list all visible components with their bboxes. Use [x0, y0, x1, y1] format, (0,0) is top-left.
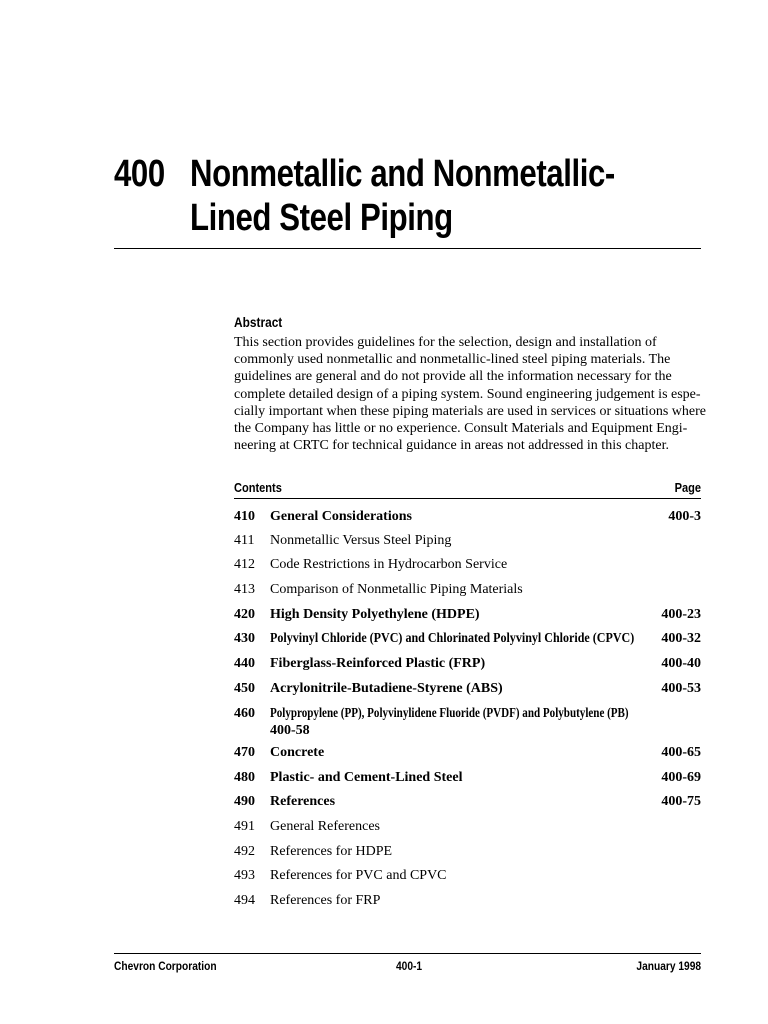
toc-number: 440	[234, 656, 255, 671]
footer-date: January 1998	[636, 959, 701, 973]
toc-entry-450[interactable]	[234, 680, 701, 697]
toc-number: 411	[234, 533, 255, 548]
toc-number: 412	[234, 557, 255, 572]
chapter-title-line-1: Nonmetallic and Nonmetallic-	[190, 153, 615, 195]
toc-title-text: Polypropylene (PP), Polyvinylidene Fluoride (PVDF) and Polybutylene (PB)	[270, 706, 629, 721]
abstract-line: commonly used nonmetallic and nonmetallic-lined steel piping materials. The	[234, 352, 671, 368]
page-label: Page	[674, 480, 701, 495]
toc-title: General References	[270, 819, 380, 834]
toc-page: 400-65	[661, 745, 701, 760]
toc-number: 493	[234, 868, 255, 883]
toc-number: 410	[234, 509, 255, 524]
toc-number: 430	[234, 631, 255, 646]
toc-title	[270, 705, 737, 739]
toc-title: General Considerations	[270, 509, 412, 524]
toc-number: 492	[234, 844, 255, 859]
toc-number: 494	[234, 893, 255, 908]
toc-entry-493[interactable]	[234, 867, 701, 884]
toc-entry-412[interactable]	[234, 556, 701, 573]
toc-entry-490[interactable]	[234, 793, 701, 810]
toc-page: 400-23	[661, 607, 701, 622]
abstract-line: complete detailed design of a piping system. Sound engineering judgement is espe-	[234, 386, 701, 402]
toc-title: High Density Polyethylene (HDPE)	[270, 607, 480, 622]
toc-page: 400-40	[661, 656, 701, 671]
contents-rule	[234, 498, 701, 499]
toc-entry-420[interactable]	[234, 606, 701, 623]
toc-entry-480[interactable]	[234, 769, 701, 786]
toc-number: 450	[234, 681, 255, 696]
toc-entry-430[interactable]	[234, 630, 701, 647]
abstract-heading: Abstract	[234, 314, 283, 330]
toc-title: Concrete	[270, 745, 325, 760]
abstract-line: cially important when these piping materials are used in services or situations where	[234, 403, 706, 419]
toc-title: Nonmetallic Versus Steel Piping	[270, 533, 452, 548]
abstract-line: neering at CRTC for technical guidance in areas not addressed in this chapter.	[234, 438, 669, 454]
footer-company: Chevron Corporation	[114, 959, 217, 973]
toc-number: 491	[234, 819, 255, 834]
toc-title: Polyvinyl Chloride (PVC) and Chlorinated Polyvinyl Chloride (CPVC)	[270, 631, 635, 646]
table-of-contents	[234, 508, 701, 909]
toc-title: Fiberglass-Reinforced Plastic (FRP)	[270, 656, 486, 671]
toc-entry-470[interactable]	[234, 744, 701, 761]
footer-rule	[114, 953, 701, 954]
toc-title: References	[270, 794, 336, 809]
toc-entry-413[interactable]	[234, 581, 701, 598]
toc-title: References for FRP	[270, 893, 381, 908]
toc-entry-411[interactable]	[234, 532, 701, 549]
abstract-body	[234, 334, 704, 454]
toc-page: 400-75	[661, 794, 701, 809]
toc-entry-460[interactable]	[234, 705, 701, 739]
chapter-title	[190, 152, 698, 240]
toc-page: 400-53	[661, 681, 701, 696]
toc-entry-440[interactable]	[234, 655, 701, 672]
toc-title: Code Restrictions in Hydrocarbon Service	[270, 557, 508, 572]
toc-number: 490	[234, 794, 255, 809]
abstract-line: guidelines are general and do not provide all the information necessary for the	[234, 369, 672, 385]
title-rule	[114, 248, 701, 249]
abstract-line: This section provides guidelines for the selection, design and installation of	[234, 335, 657, 350]
contents-header	[234, 480, 701, 498]
toc-entry-492[interactable]	[234, 843, 701, 860]
toc-entry-491[interactable]	[234, 818, 701, 835]
toc-title: Comparison of Nonmetallic Piping Materials	[270, 582, 523, 597]
page-footer	[114, 958, 701, 974]
chapter-number: 400	[114, 153, 165, 195]
toc-title: References for HDPE	[270, 844, 393, 859]
toc-entry-410[interactable]	[234, 508, 701, 525]
toc-entry-494[interactable]	[234, 892, 701, 909]
toc-number: 470	[234, 745, 255, 760]
toc-page: 400-3	[668, 509, 701, 524]
toc-title: References for PVC and CPVC	[270, 868, 447, 883]
abstract-line: the Company has little or no experience. Consult Materials and Equipment Engi-	[234, 421, 688, 437]
toc-page: 400-32	[661, 631, 701, 646]
toc-title: Plastic- and Cement-Lined Steel	[270, 770, 463, 785]
toc-page: 400-69	[661, 770, 701, 785]
chapter-title-line-2: Lined Steel Piping	[190, 197, 453, 239]
toc-number: 460	[234, 706, 255, 721]
toc-number: 480	[234, 770, 255, 785]
toc-title: Acrylonitrile-Butadiene-Styrene (ABS)	[270, 681, 503, 696]
toc-number: 420	[234, 607, 255, 622]
footer-page-number: 400-1	[396, 959, 423, 973]
toc-page: 400-58	[270, 723, 310, 738]
toc-number: 413	[234, 582, 255, 597]
contents-label: Contents	[234, 480, 282, 495]
